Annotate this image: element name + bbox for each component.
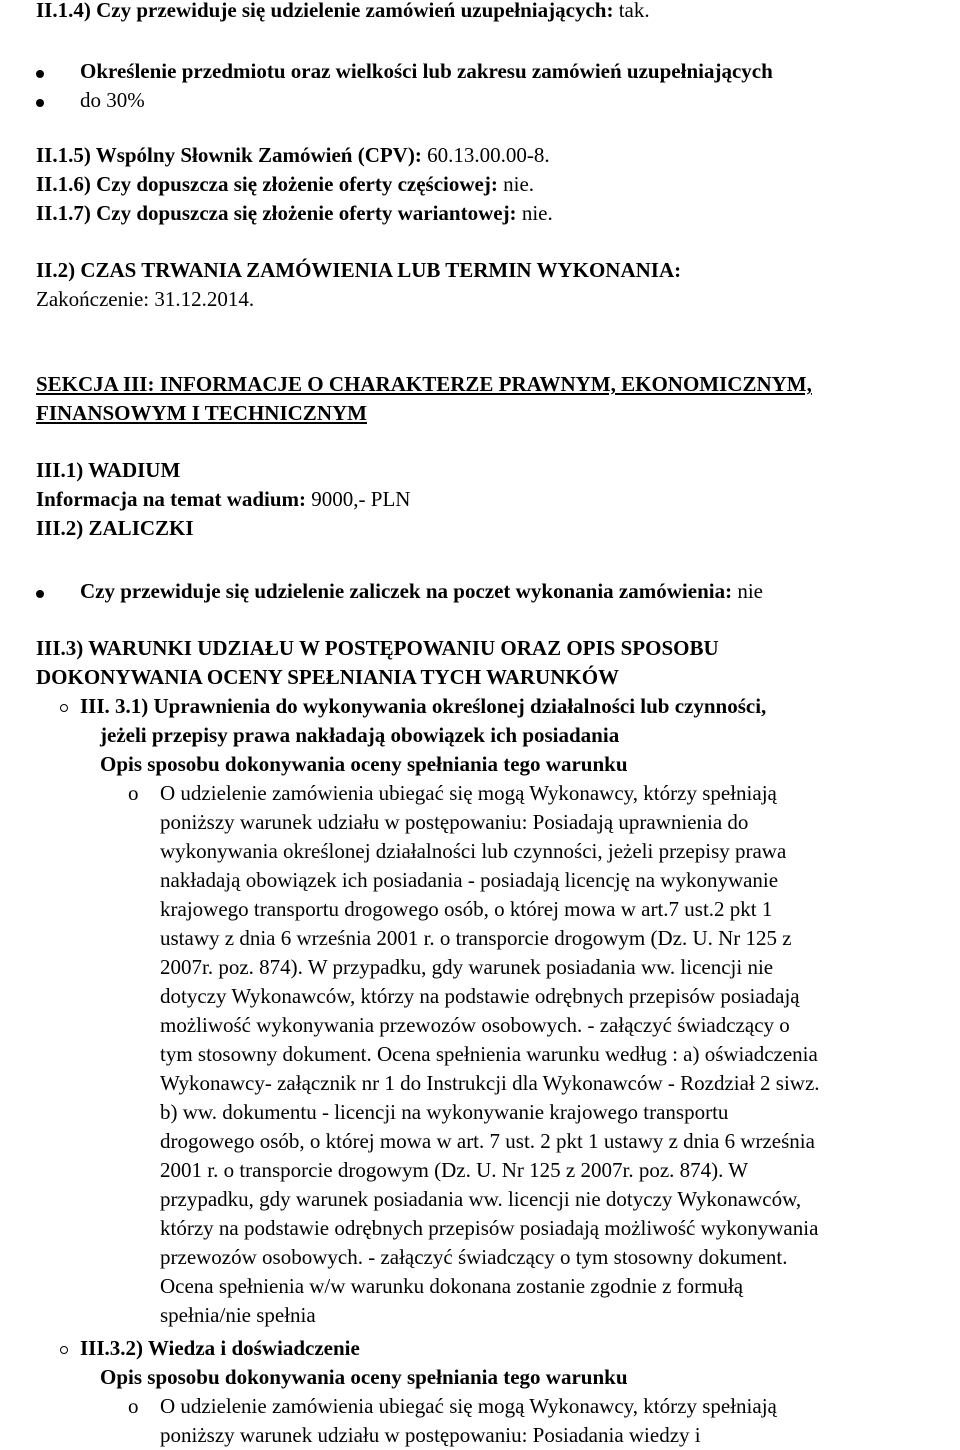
iii-3-1-description — [160, 779, 940, 1330]
ii-1-6-value: nie. — [497, 172, 535, 196]
iii-3-1-heading-cont: jeżeli przepisy prawa nakładają obowiązek ich posiadania — [100, 723, 620, 747]
hollow-bullet-icon — [60, 1346, 68, 1354]
wadium-info — [36, 485, 410, 514]
description-line: którzy na podstawie odrębnych przepisów posiadają możliwość wykonywania — [160, 1216, 819, 1240]
section-ii-1-6 — [36, 170, 534, 199]
description-line: b) ww. dokumentu - licencji na wykonywanie krajowego transportu — [160, 1100, 729, 1124]
list-marker-o: o — [128, 781, 139, 805]
description-line: krajowego transportu drogowego osób, o której mowa w art.7 ust.2 pkt 1 — [160, 897, 773, 921]
description-line: możliwość wykonywania przewozów osobowych. - załączyć świadczący o — [160, 1013, 790, 1037]
description-line: spełnia/nie spełnia — [160, 1303, 316, 1327]
description-line: poniższy warunek udziału w postępowaniu: Posiadania wiedzy i — [160, 1423, 701, 1447]
description-line: wykonywania określonej działalności lub czynności, jeżeli przepisy prawa — [160, 839, 787, 863]
wadium-value: 9000,- PLN — [306, 487, 411, 511]
description-line: nakładają obowiązek ich posiadania - posiadają licencję na wykonywanie — [160, 868, 779, 892]
ii-2-value: Zakończenie: 31.12.2014. — [36, 287, 255, 311]
iii-3-1-assessment-title: Opis sposobu dokonywania oceny spełniania tego warunku — [100, 752, 628, 776]
section-ii-1-7 — [36, 199, 553, 228]
description-line: tym stosowny dokument. Ocena spełnienia warunku według : a) oświadczenia — [160, 1042, 818, 1066]
section-ii-1-5 — [36, 141, 550, 170]
description-line: ustawy z dnia 6 września 2001 r. o transporcie drogowym (Dz. U. Nr 125 z — [160, 926, 792, 950]
description-line: Wykonawcy- załącznik nr 1 do Instrukcji dla Wykonawców - Rozdział 2 siwz. — [160, 1071, 820, 1095]
zaliczki-value: nie — [732, 579, 763, 603]
zamowienia-uzupelniajace-value: do 30% — [80, 88, 145, 112]
wadium-label: Informacja na temat wadium: — [36, 487, 307, 511]
description-line: Ocena spełnienia w/w warunku dokonana zostanie zgodnie z formułą — [160, 1274, 744, 1298]
description-line: poniższy warunek udziału w postępowaniu: Posiadają uprawnienia do — [160, 810, 749, 834]
description-line: O udzielenie zamówienia ubiegać się mogą Wykonawcy, którzy spełniają — [160, 1394, 777, 1418]
zaliczki-label: Czy przewiduje się udzielenie zaliczek na poczet wykonania zamówienia: — [80, 579, 733, 603]
zaliczki-question — [80, 577, 763, 606]
ii-1-5-label: II.1.5) Wspólny Słownik Zamówień (CPV): — [36, 143, 422, 167]
ii-1-7-label: II.1.7) Czy dopuszcza się złożenie oferty wariantowej: — [36, 201, 517, 225]
ii-1-4-value: tak. — [613, 0, 650, 22]
section-ii-1-4 — [36, 0, 650, 25]
ii-1-4-label: II.1.4) Czy przewiduje się udzielenie zamówień uzupełniających: — [36, 0, 614, 22]
hollow-bullet-icon — [60, 704, 68, 712]
bullet-icon — [36, 590, 44, 598]
iii-3-2-description — [160, 1392, 940, 1450]
description-line: przypadku, gdy warunek posiadania ww. licencji nie dotyczy Wykonawców, — [160, 1187, 802, 1211]
description-line: drogowego osób, o której mowa w art. 7 ust. 2 pkt 1 ustawy z dnia 6 września — [160, 1129, 815, 1153]
ii-1-5-value: 60.13.00.00-8. — [421, 143, 550, 167]
description-line: dotyczy Wykonawców, którzy na podstawie odrębnych przepisów posiadają — [160, 984, 800, 1008]
bullet-icon — [36, 70, 44, 78]
description-line: 2007r. poz. 874). W przypadku, gdy warunek posiadania ww. licencji nie — [160, 955, 774, 979]
iii-3-2-heading: III.3.2) Wiedza i doświadczenie — [80, 1336, 360, 1360]
description-line: O udzielenie zamówienia ubiegać się mogą Wykonawcy, którzy spełniają — [160, 781, 777, 805]
iii-2-heading: III.2) ZALICZKI — [36, 516, 194, 540]
iii-3-2-assessment-title: Opis sposobu dokonywania oceny spełniania tego warunku — [100, 1365, 628, 1389]
ii-1-7-value: nie. — [516, 201, 553, 225]
zamowienia-uzupelniajace-scope: Określenie przedmiotu oraz wielkości lub zakresu zamówień uzupełniających — [80, 59, 773, 83]
section-iii-title: SEKCJA III: INFORMACJE O CHARAKTERZE PRAWNYM, EKONOMICZNYM, — [36, 372, 812, 396]
iii-3-heading: III.3) WARUNKI UDZIAŁU W POSTĘPOWANIU ORAZ OPIS SPOSOBU — [36, 636, 719, 660]
bullet-icon — [36, 99, 44, 107]
iii-1-heading: III.1) WADIUM — [36, 458, 181, 482]
ii-2-heading: II.2) CZAS TRWANIA ZAMÓWIENIA LUB TERMIN WYKONANIA: — [36, 258, 682, 282]
list-marker-o: o — [128, 1394, 139, 1418]
section-iii-title-cont: FINANSOWYM I TECHNICZNYM — [36, 401, 367, 425]
description-line: 2001 r. o transporcie drogowym (Dz. U. Nr 125 z 2007r. poz. 874). W — [160, 1158, 749, 1182]
description-line: przewozów osobowych. - załączyć świadczący o tym stosowny dokument. — [160, 1245, 788, 1269]
ii-1-6-label: II.1.6) Czy dopuszcza się złożenie oferty częściowej: — [36, 172, 498, 196]
iii-3-1-heading: III. 3.1) Uprawnienia do wykonywania określonej działalności lub czynności, — [80, 694, 767, 718]
iii-3-heading-cont: DOKONYWANIA OCENY SPEŁNIANIA TYCH WARUNKÓW — [36, 665, 620, 689]
